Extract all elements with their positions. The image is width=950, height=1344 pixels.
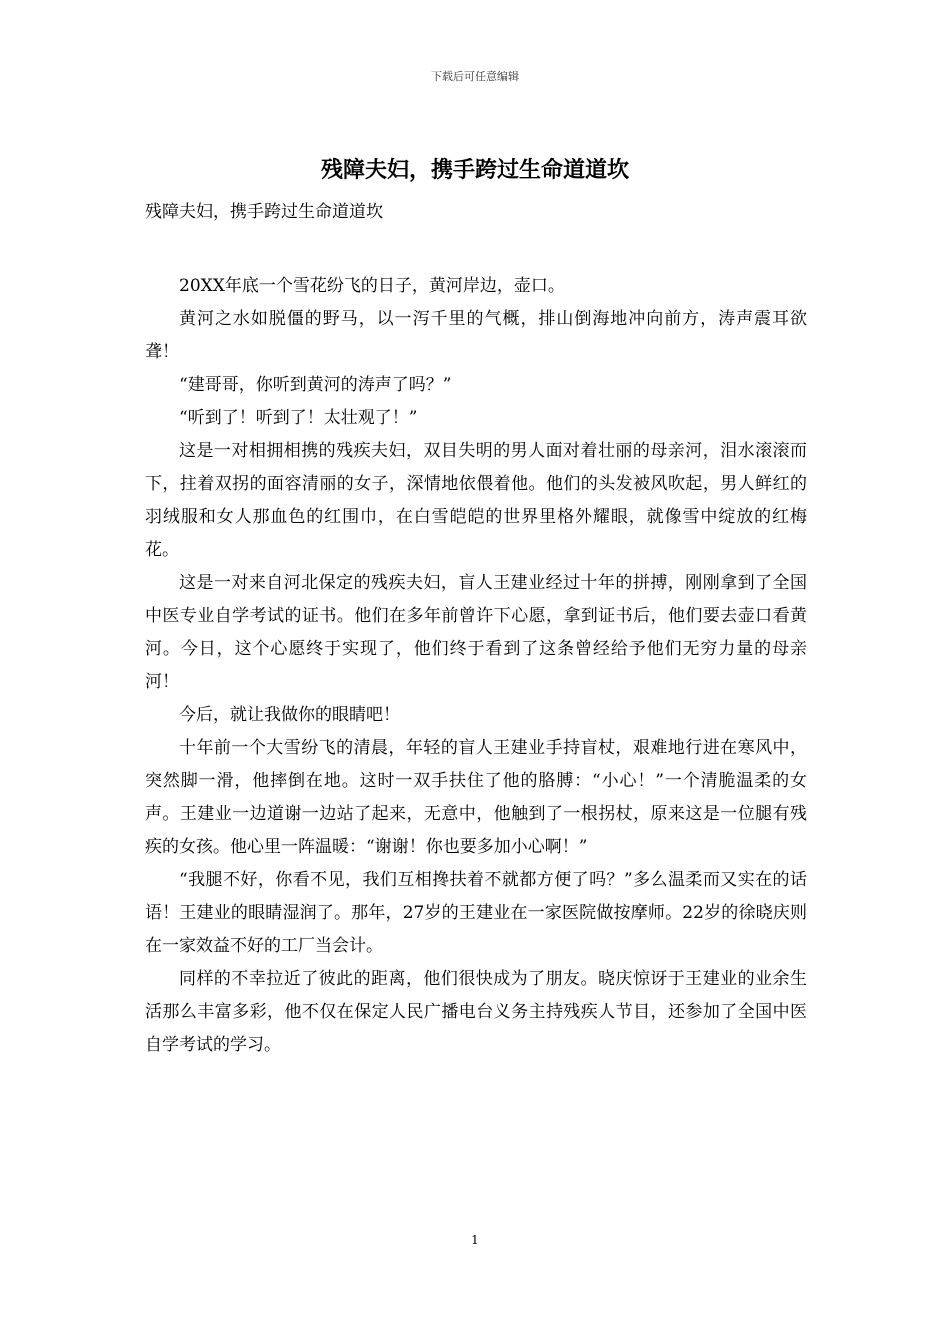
page-number: 1 (471, 1233, 479, 1247)
paragraph: 黄河之水如脱僵的野马，以一泻千里的气概，排山倒海地冲向前方，涛声震耳欲聋！ (145, 309, 807, 362)
paragraph: “我腿不好，你看不见，我们互相搀扶着不就都方便了吗？”多么温柔而又实在的话语！王建业的眼睛湿润了。那年，27岁的王建业在一家医院做按摩师。22岁的徐晓庆则在一家效益不好的工厂当会计。 (145, 870, 807, 956)
document-subtitle: 残障夫妇，携手跨过生命道道坎 (145, 202, 383, 222)
paragraph: 今后，就让我做你的眼睛吧！ (179, 705, 400, 725)
paragraph: “听到了！听到了！太壮观了！” (179, 408, 418, 428)
paragraph: 这是一对来自河北保定的残疾夫妇，盲人王建业经过十年的拼搏，刚刚拿到了全国中医专业自学考试的证书。他们在多年前曾许下心愿，拿到证书后，他们要去壶口看黄河。今日，这个心愿终于实现了，他们终于看到了这条曾经给予他们无穷力量的母亲河！ (145, 573, 807, 692)
document-title: 残障夫妇，携手跨过生命道道坎 (320, 157, 629, 183)
paragraph: 十年前一个大雪纷飞的清晨，年轻的盲人王建业手持盲杖，艰难地行进在寒风中，突然脚一滑，他摔倒在地。这时一双手扶住了他的胳膊：“小心！”一个清脆温柔的女声。王建业一边道谢一边站了起来，无意中，他触到了一根拐杖，原来这是一位腿有残疾的女孩。他心里一阵温暖：“谢谢！你也要多加小心啊！” (145, 738, 807, 857)
paragraph: 20XX年底一个雪花纷飞的日子，黄河岸边，壶口。 (179, 276, 565, 296)
header-note: 下载后可任意编辑 (431, 70, 519, 83)
paragraph: 这是一对相拥相携的残疾夫妇，双目失明的男人面对着壮丽的母亲河，泪水滚滚而下，拄着双拐的面容清丽的女子，深情地依偎着他。他们的头发被风吹起，男人鲜红的羽绒服和女人那血色的红围巾，在白雪皑皑的世界里格外耀眼，就像雪中绽放的红梅花。 (145, 441, 807, 560)
document-body (145, 270, 807, 1062)
paragraph: “建哥哥，你听到黄河的涛声了吗？” (179, 375, 452, 395)
paragraph: 同样的不幸拉近了彼此的距离，他们很快成为了朋友。晓庆惊讶于王建业的业余生活那么丰富多彩，他不仅在保定人民广播电台义务主持残疾人节目，还参加了全国中医自学考试的学习。 (145, 969, 807, 1055)
